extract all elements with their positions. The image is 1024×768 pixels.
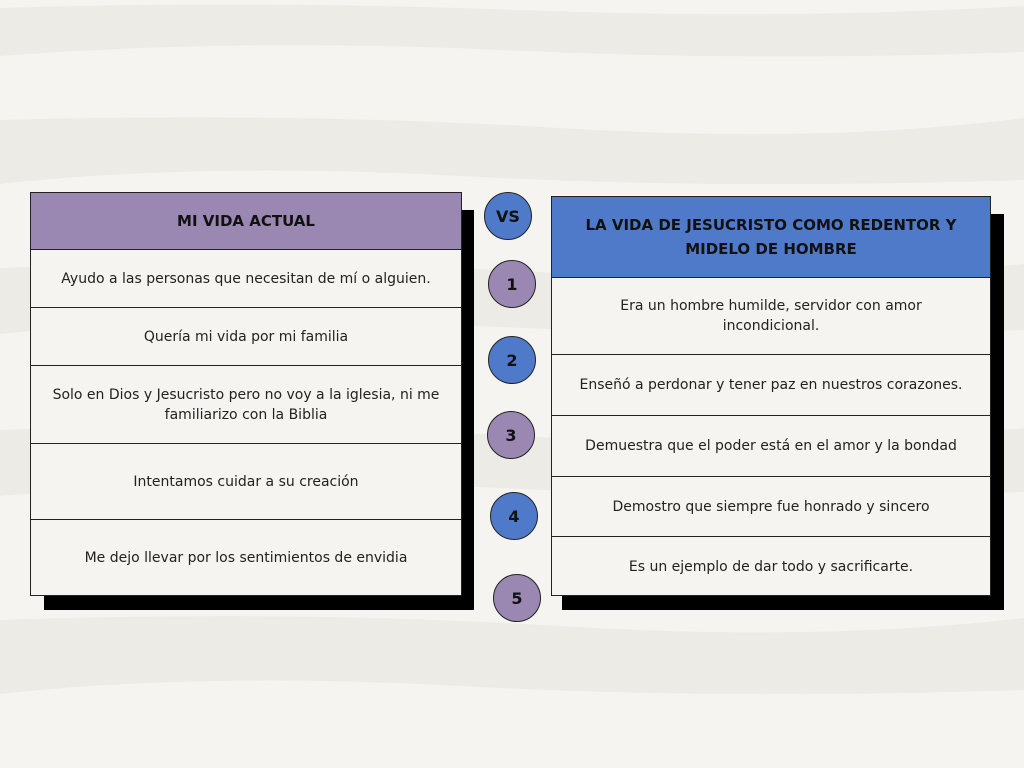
number-badge-4: 4 xyxy=(490,492,538,540)
right-row-3: Demuestra que el poder está en el amor y la bondad xyxy=(552,416,990,477)
right-table-title: LA VIDA DE JESUCRISTO COMO REDENTOR Y MIDELO DE HOMBRE xyxy=(552,197,990,278)
left-row-2: Quería mi vida por mi familia xyxy=(31,308,461,366)
number-badge-2: 2 xyxy=(488,336,536,384)
right-row-4: Demostro que siempre fue honrado y sincero xyxy=(552,477,990,537)
left-row-4: Intentamos cuidar a su creación xyxy=(31,444,461,520)
number-badge-5: 5 xyxy=(493,574,541,622)
number-badge-3: 3 xyxy=(487,411,535,459)
vs-badge: VS xyxy=(484,192,532,240)
right-table xyxy=(551,196,991,596)
left-table-title: MI VIDA ACTUAL xyxy=(31,193,461,250)
number-badge-1: 1 xyxy=(488,260,536,308)
left-row-5: Me dejo llevar por los sentimientos de envidia xyxy=(84,549,408,566)
right-row-5: Es un ejemplo de dar todo y sacrificarte. xyxy=(628,558,914,575)
right-row-2: Enseñó a perdonar y tener paz en nuestros corazones. xyxy=(552,355,990,416)
left-table xyxy=(30,192,462,596)
left-row-3: Solo en Dios y Jesucristo pero no voy a la iglesia, ni me familiarizo con la Biblia xyxy=(31,366,461,444)
right-row-1: Era un hombre humilde, servidor con amor incondicional. xyxy=(552,278,990,355)
left-row-1: Ayudo a las personas que necesitan de mí o alguien. xyxy=(31,250,461,308)
